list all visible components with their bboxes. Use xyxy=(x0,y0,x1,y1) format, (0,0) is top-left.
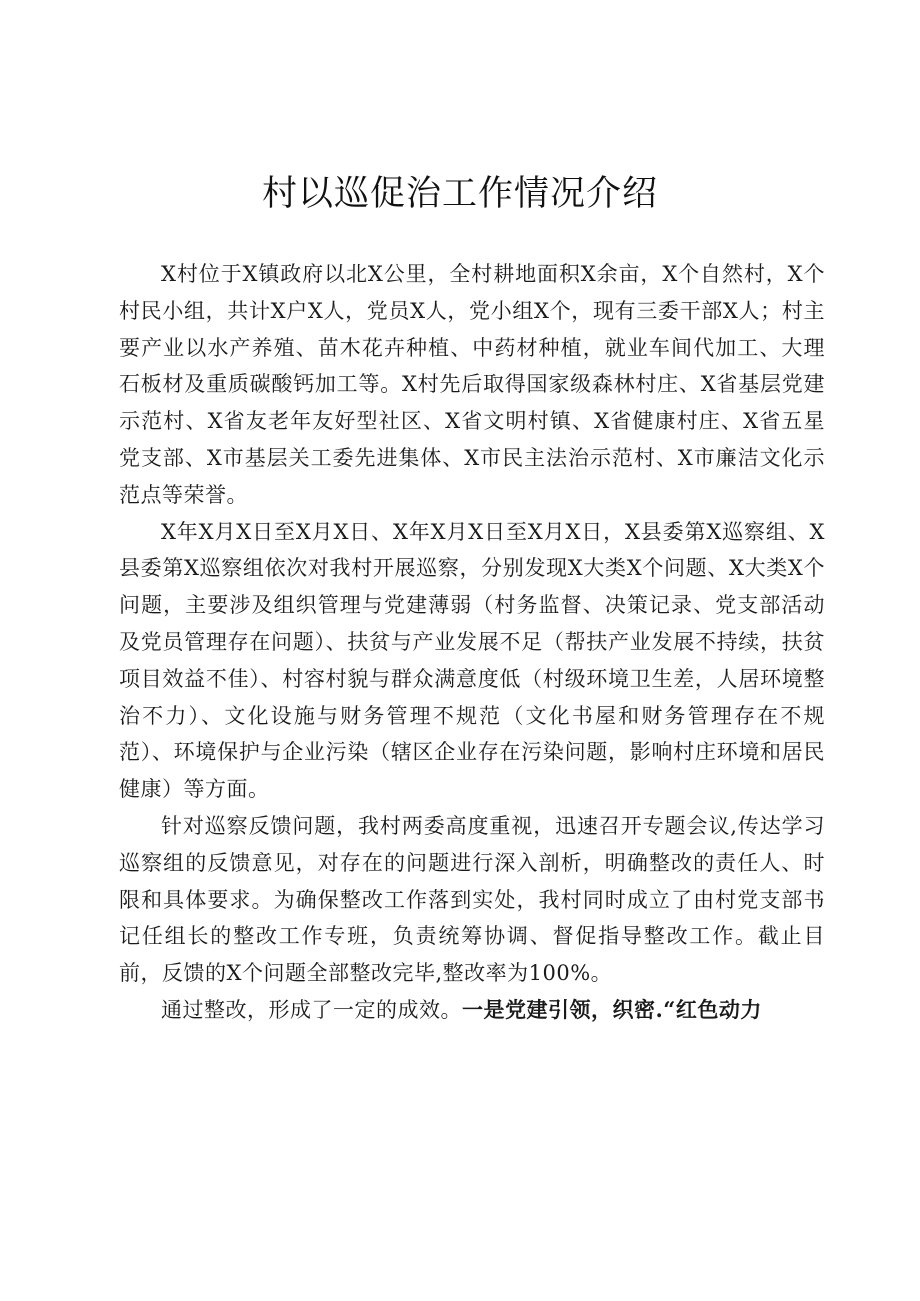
paragraph-results xyxy=(119,992,825,1029)
document-title: 村以巡促治工作情况介绍 xyxy=(261,174,658,214)
results-bold-heading: 一是党建引领，织密.“红色动力 xyxy=(462,996,762,1022)
paragraph-rectification-measures: 针对巡察反馈问题，我村两委高度重视，迅速召开专题会议,传达学习巡察组的反馈意见，对存在的问题进行深入剖析，明确整改的责任人、时限和具体要求。为确保整改工作落到实处，我村同时成立了由村党支部书记任组长的整改工作专班，负责统筹协调、督促指导整改工作。截止目前，反馈的X个问题全部整改完毕,整改率为100%。 xyxy=(119,813,825,986)
paragraph-village-overview: X村位于X镇政府以北X公里，全村耕地面积X余亩，X个自然村，X个村民小组，共计X户X人，党员X人，党小组X个，现有三委干部X人；村主要产业以水产养殖、苗木花卉种植、中药材种植，就业车间代加工、大理石板材及重质碳酸钙加工等。X村先后取得国家级森林村庄、X省基层党建示范村、X省友老年友好型社区、X省文明村镇、X省健康村庄、X省五星党支部、X市基层关工委先进集体、X市民主法治示范村、X市廉洁文化示范点等荣誉。 xyxy=(119,262,825,507)
results-intro-text: 通过整改，形成了一定的成效。 xyxy=(161,997,462,1022)
paragraph-inspection-findings: X年X月X日至X月X日、X年X月X日至X月X日，X县委第X巡察组、X县委第X巡察组依次对我村开展巡察，分别发现X大类X个问题、X大类X个问题，主要涉及组织管理与党建薄弱（村务监督、决策记录、党支部活动及党员管理存在问题）、扶贫与产业发展不足（帮扶产业发展不持续，扶贫项目效益不佳）、村容村貌与群众满意度低（村级环境卫生差，人居环境整治不力）、文化设施与财务管理不规范（文化书屋和财务管理存在不规范）、环境保护与企业污染（辖区企业存在污染问题，影响村庄环境和居民健康）等方面。 xyxy=(119,519,825,802)
document-body xyxy=(119,256,825,1029)
